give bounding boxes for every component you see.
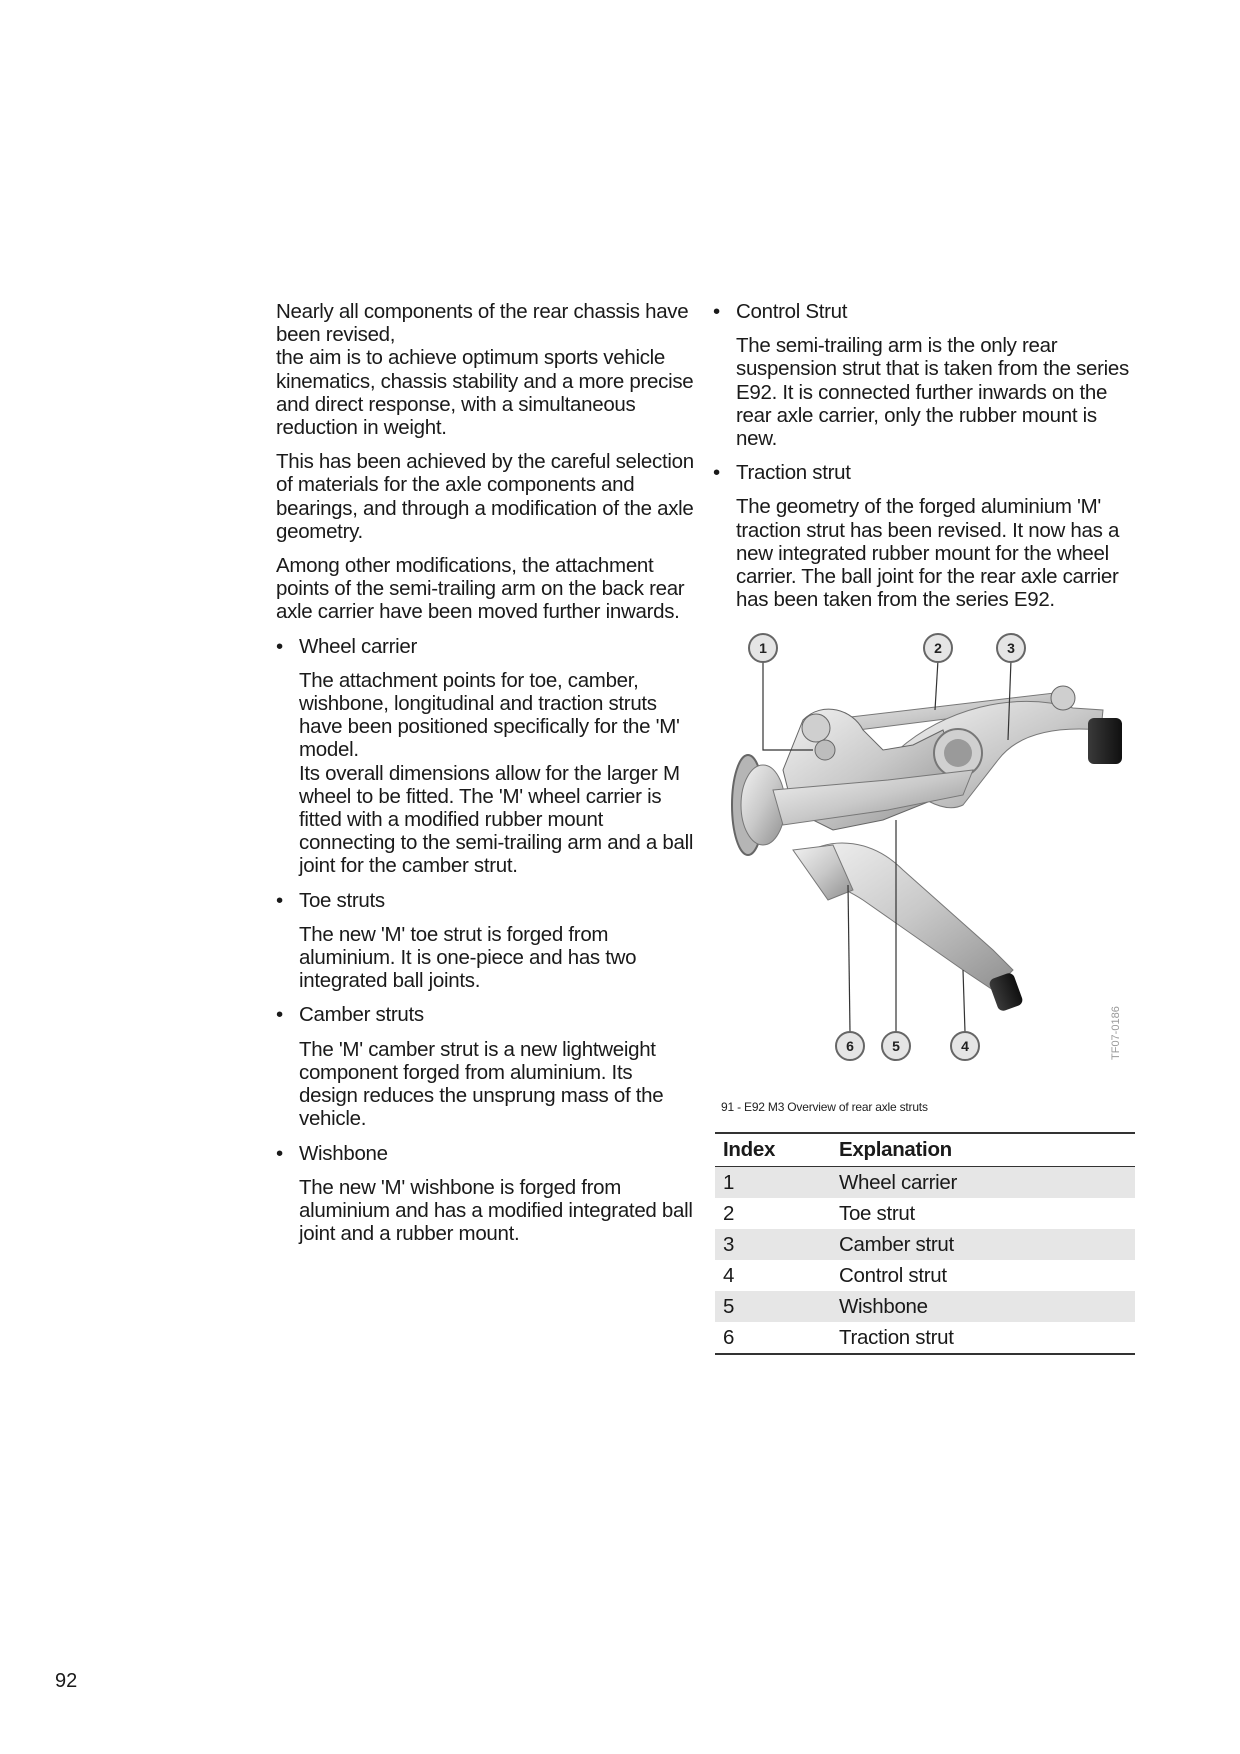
wishbone-text: The new 'M' wishbone is forged from aluminium and has a modified integrated ball joint and a rubber mount. (299, 1175, 693, 1246)
camber-struts-text: The 'M' camber strut is a new lightweight component forged from aluminium. Its design reduces the unsprung mass of the vehicle. (299, 1037, 664, 1131)
table-row (715, 1198, 1135, 1229)
bullet-camber-struts: • Camber struts (276, 1003, 424, 1027)
bullet-control-strut: • Control Strut (713, 300, 848, 323)
hub-hole-inner (944, 739, 972, 767)
cell-index: 4 (723, 1263, 735, 1287)
callout-4 (951, 1032, 979, 1060)
svg-text:5: 5 (892, 1038, 900, 1054)
toe-struts-text: The new 'M' toe strut is forged from aluminium. It is one-piece and has two integrated ball joints. (299, 922, 637, 993)
header-index: Index (715, 1133, 831, 1167)
cell-explanation: Camber strut (831, 1229, 1135, 1260)
cell-explanation: Wheel carrier (831, 1167, 1135, 1199)
cell-explanation: Toe strut (839, 1201, 915, 1225)
intro-paragraph-1: Nearly all components of the rear chassis have been revised, the aim is to achieve optimum sports vehicle kinematics, chassis stability and a more precise and direct response, with a simultaneous reduction in weight. (276, 300, 694, 440)
rear-axle-illustration (713, 630, 1138, 1095)
callout-3 (997, 634, 1025, 662)
left-column (276, 300, 696, 1256)
svg-text:1: 1 (759, 640, 767, 656)
bullet-icon: • (713, 461, 720, 485)
bullet-toe-struts: • Toe struts (276, 888, 385, 912)
control-strut-text: The semi-trailing arm is the only rear suspension strut that is taken from the series E92. It is connected further inwards on the rear axle carrier, only the rubber mount is new. (736, 334, 1129, 451)
svg-text:4: 4 (961, 1038, 969, 1054)
cell-index: 1 (715, 1167, 831, 1199)
cell-explanation: Wishbone (831, 1291, 1135, 1322)
bullet-icon: • (276, 888, 283, 912)
callout-5 (882, 1032, 910, 1060)
svg-text:2: 2 (934, 640, 942, 656)
bullet-icon: • (276, 634, 283, 658)
bushing (1051, 686, 1075, 710)
rubber-mount-right (1088, 718, 1122, 764)
page-number: 92 (55, 1670, 78, 1692)
bullet-traction-strut: • Traction strut (713, 461, 851, 485)
right-column (713, 300, 1138, 622)
svg-text:3: 3 (1007, 640, 1015, 656)
index-table (715, 1132, 1135, 1355)
bullet-icon: • (276, 1003, 283, 1027)
cell-explanation: Control strut (839, 1263, 947, 1287)
table-row (715, 1260, 1135, 1291)
wheel-carrier-text: The attachment points for toe, camber, wishbone, longitudinal and traction struts have been positioned specifically for the 'M' model. Its overall dimensions allow for the larger M wheel to be fitted. The 'M' wheel carrier is fitted with a modified rubber mount connecting to the semi-trailing arm and a ball joint for the camber strut. (299, 668, 694, 878)
figure-caption: 91 - E92 M3 Overview of rear axle struts (721, 1100, 928, 1114)
cell-explanation: Traction strut (831, 1322, 1135, 1354)
bullet-wheel-carrier: • Wheel carrier (276, 634, 417, 658)
table-row (715, 1229, 1135, 1260)
traction-strut-text: The geometry of the forged aluminium 'M' traction strut has been revised. It now has a new integrated rubber mount for the wheel carrier. The ball joint for the rear axle carrier has been taken from the series E92. (736, 495, 1120, 612)
figure-code: TF07-0186 (1110, 1006, 1122, 1060)
table-row (715, 1322, 1135, 1354)
header-explanation: Explanation (831, 1133, 1135, 1167)
cell-index: 3 (715, 1229, 831, 1260)
intro-paragraph-2: This has been achieved by the careful selection of materials for the axle components and bearings, and through a modification of the axle geometry. (276, 450, 694, 543)
bullet-wishbone: • Wishbone (276, 1141, 388, 1165)
bullet-icon: • (713, 300, 720, 323)
cell-index: 2 (723, 1201, 735, 1225)
bushing (815, 740, 835, 760)
table-row (715, 1167, 1135, 1199)
svg-text:6: 6 (846, 1038, 854, 1054)
callout-2 (924, 634, 952, 662)
intro-paragraph-3: Among other modifications, the attachment points of the semi-trailing arm on the back rear axle carrier have been moved further inwards. (276, 554, 685, 624)
bushing (802, 714, 830, 742)
table-row (715, 1291, 1135, 1322)
cell-index: 5 (715, 1291, 831, 1322)
callout-1 (749, 634, 777, 662)
bullet-icon: • (276, 1141, 283, 1165)
callout-6 (836, 1032, 864, 1060)
table-header (715, 1133, 1135, 1167)
rear-axle-figure (713, 630, 1138, 1095)
cell-index: 6 (715, 1322, 831, 1354)
